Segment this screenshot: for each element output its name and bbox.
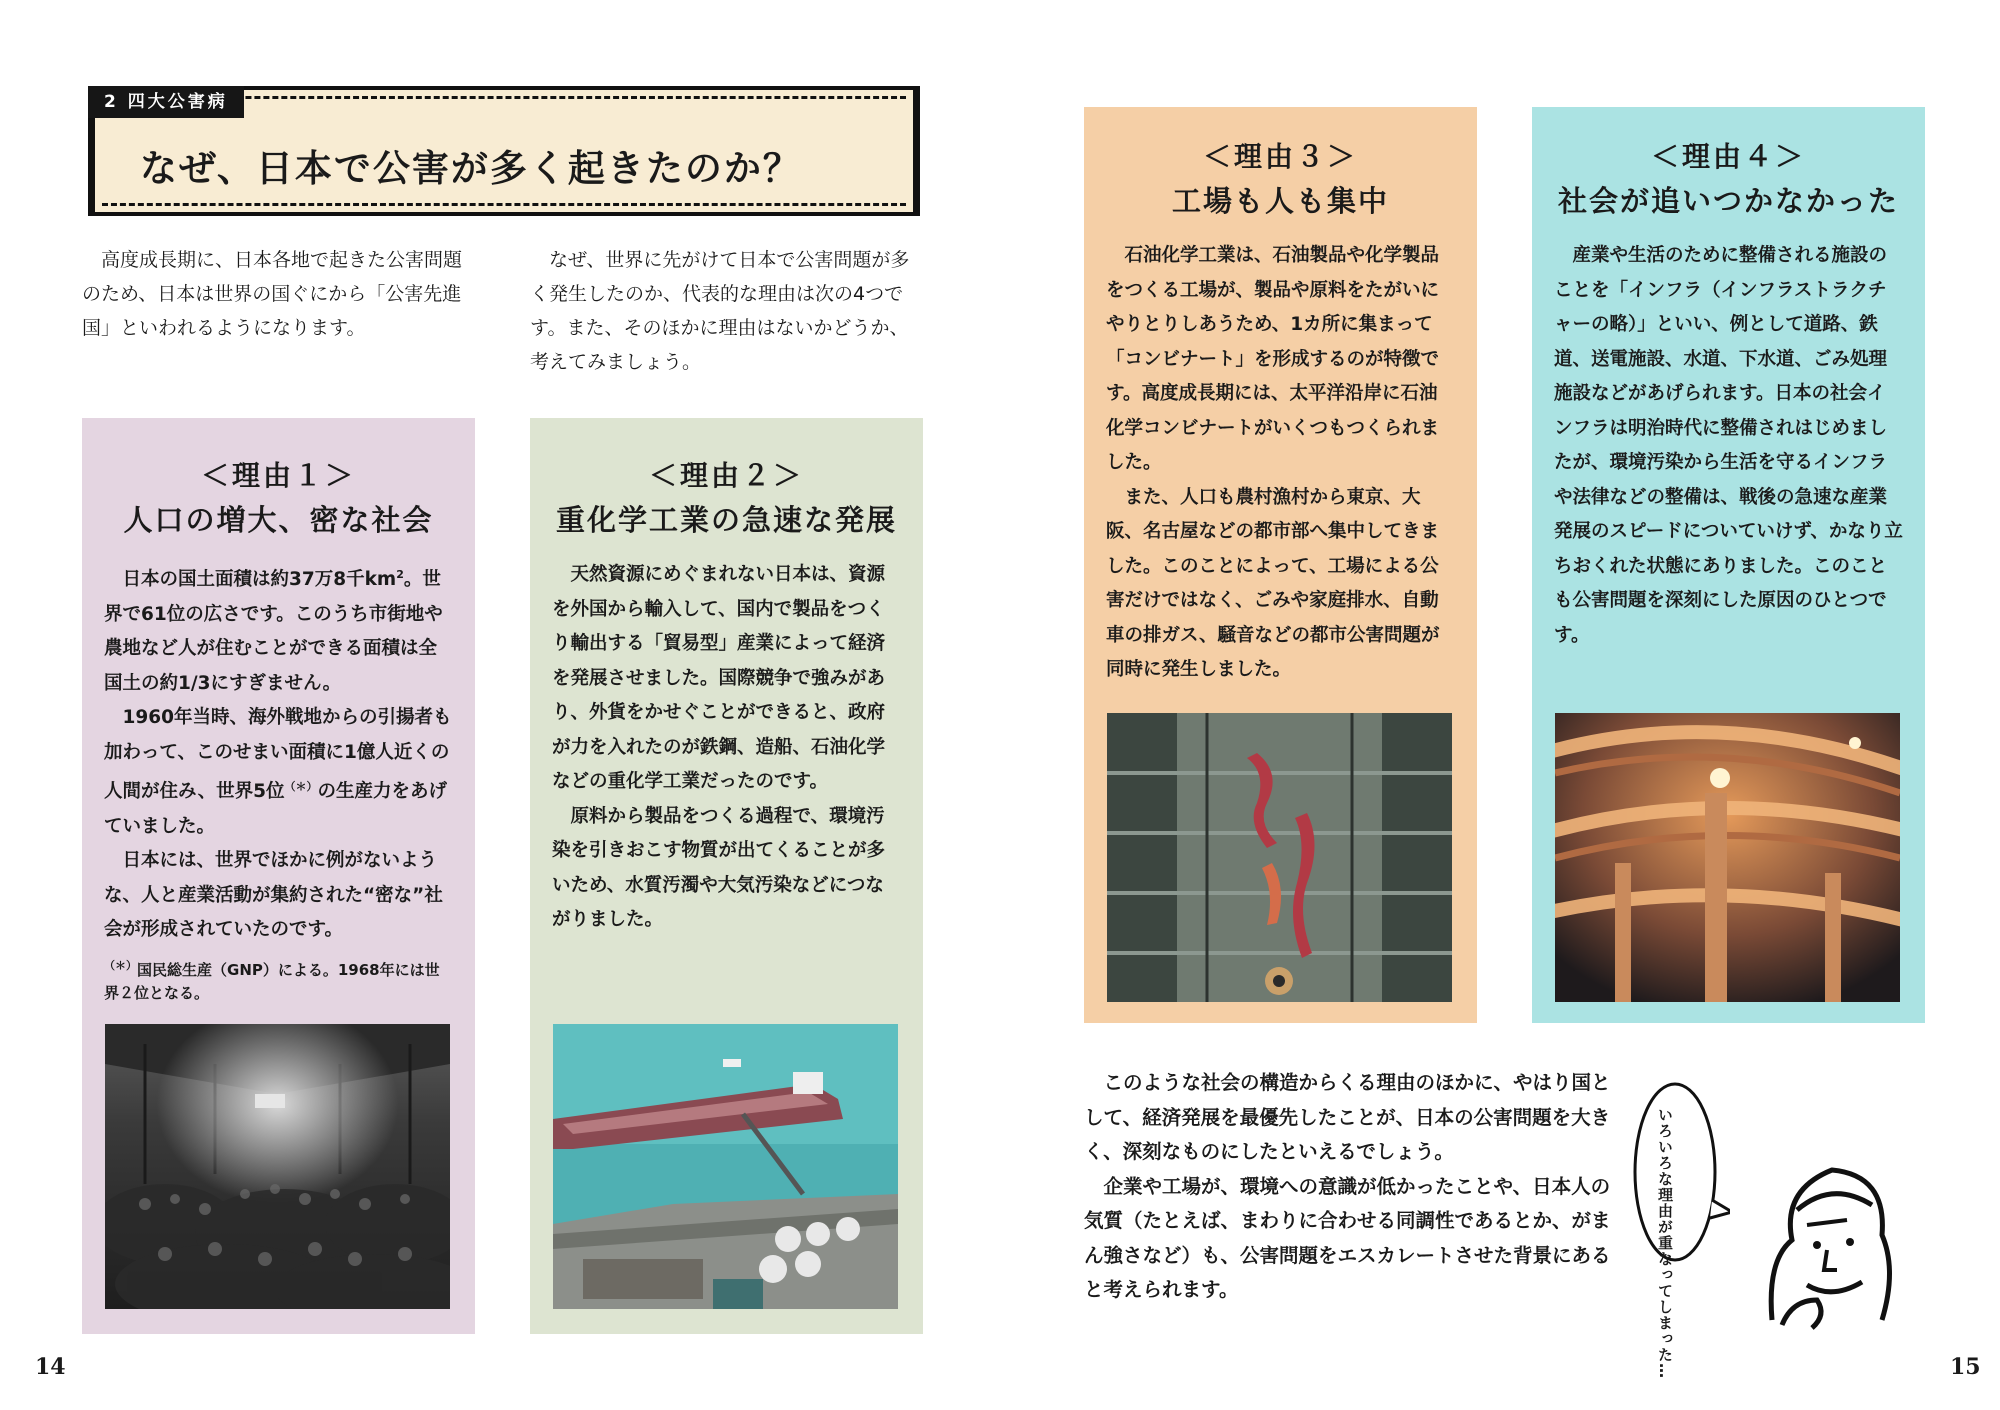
- chapter-tag: 2 四大公害病: [88, 86, 244, 118]
- reason-2-photo-tanker: [553, 1024, 898, 1309]
- reason-4-body: [1554, 239, 1904, 653]
- reason-4-photo-highway: [1555, 713, 1900, 1002]
- reason-3-photo-factory: [1107, 713, 1452, 1002]
- reason-3-body: [1106, 239, 1456, 688]
- page-number-right: 15: [1950, 1354, 1981, 1380]
- reason-4-p1: 産業や生活のために整備される施設のことを「インフラ（インフラストラクチャーの略）」といい、例として道路、鉄道、送電施設、水道、下水道、ごみ処理施設などがあげられます。日本の社会インフラは明治時代に整備されはじめましたが、環境汚染から生活を守るインフラや法律などの整備は、戦後の急速な産業発展のスピードについていけず、かなり立ちおくれた状態にありました。このことも公害問題を深刻にした原因のひとつです。: [1554, 245, 1903, 646]
- reason-2-panel: [530, 418, 923, 1334]
- reason-3-panel: [1084, 107, 1477, 1023]
- reason-2-label: ＜理由２＞: [648, 459, 804, 492]
- page-title: なぜ、日本で公害が多く起きたのか？: [140, 147, 802, 190]
- reason-3-p1: 石油化学工業は、石油製品や化学製品をつくる工場が、製品や原料をたがいにやりとりしあうため、1カ所に集まって「コンビナート」を形成するのが特徴です。高度成長期には、太平洋沿岸に石油化学コンビナートがいくつもつくられました。: [1106, 245, 1440, 473]
- reason-1-footnote: [104, 954, 454, 1005]
- reason-1-label: ＜理由１＞: [200, 459, 356, 492]
- reason-2-body: [552, 558, 902, 938]
- reason-4-label: ＜理由４＞: [1650, 140, 1806, 173]
- reason-1-p3: 日本には、世界でほかに例がないような、人と産業活動が集約された“密な”社会が形成されていたのです。: [104, 850, 443, 941]
- thinking-character-icon: [1752, 1150, 1912, 1330]
- reason-2-p2: 原料から製品をつくる過程で、環境汚染を引きおこす物質が出てくることが多いため、水質汚濁や大気汚染などにつながりました。: [552, 805, 886, 930]
- reason-1-p2-mark: （＊）: [284, 780, 318, 794]
- closing-p2: 企業や工場が、環境への意識が低かったことや、日本人の気質（たとえば、まわりに合わせる同調性であるとか、がまん強さなど）も、公害問題をエスカレートさせた背景にあると考えられます。: [1084, 1174, 1611, 1301]
- reason-1-p1a: 日本の国土面積は約37万8千km: [122, 569, 397, 591]
- footnote-text: 国民総生産（GNP）による。1968年には世界２位となる。: [104, 960, 440, 1002]
- reason-1-photo-crowd: [105, 1024, 450, 1309]
- reason-4-title: 社会が追いつかなかった: [1557, 184, 1899, 218]
- reason-1-p1-sup: 2: [396, 568, 404, 581]
- reason-4-panel: [1532, 107, 1925, 1023]
- page-number-left: 14: [35, 1354, 66, 1380]
- reason-2-p1: 天然資源にめぐまれない日本は、資源を外国から輸入して、国内で製品をつくり輸出する「貿易型」産業によって経済を発展させました。国際競争で強みがあり、外貨をかせぐことができると、政府が力を入れたのが鉄鋼、造船、石油化学などの重化学工業だったのです。: [552, 564, 886, 792]
- reason-3-p2: また、人口も農村漁村から東京、大阪、名古屋などの都市部へ集中してきました。このことによって、工場による公害だけではなく、ごみや家庭排水、自動車の排ガス、騒音などの都市公害問題が同時に発生しました。: [1106, 486, 1440, 680]
- reason-2-title: 重化学工業の急速な発展: [555, 503, 897, 537]
- closing-p1: このような社会の構造からくる理由のほかに、やはり国として、経済発展を最優先したことが、日本の公害問題を大きく、深刻なものにしたといえるでしょう。: [1084, 1071, 1611, 1163]
- intro-right-text: なぜ、世界に先がけて日本で公害問題が多く発生したのか、代表的な理由は次の4つです。また、そのほかに理由はないかどうか、考えてみましょう。: [530, 249, 910, 373]
- reason-1-panel: [82, 418, 475, 1334]
- intro-left-text: 高度成長期に、日本各地で起きた公害問題のため、日本は世界の国ぐにから「公害先進国」といわれるようになります。: [82, 249, 463, 339]
- speech-bubble-text: いろいろな理由が重なってしまった…: [1656, 1107, 1674, 1379]
- closing-text: [1084, 1066, 1624, 1308]
- reason-3-title: 工場も人も集中: [1171, 184, 1389, 218]
- reason-1-p2b: の生産力をあげていました。: [104, 781, 447, 837]
- reason-1-body: [104, 558, 454, 1005]
- reason-3-label: ＜理由３＞: [1202, 140, 1358, 173]
- reason-1-title: 人口の増大、密な社会: [123, 503, 434, 537]
- footnote-mark: （＊）: [104, 958, 137, 972]
- reason-1-p1b: 。世界で61位の広さです。このうち市街地や農地など人が住むことができる面積は全国土の約1/3にすぎません。: [104, 569, 443, 694]
- reason-1-p2a: 1960年当時、海外戦地からの引揚者も加わって、このせまい面積に1億人近くの人間が住み、世界5位: [104, 707, 452, 803]
